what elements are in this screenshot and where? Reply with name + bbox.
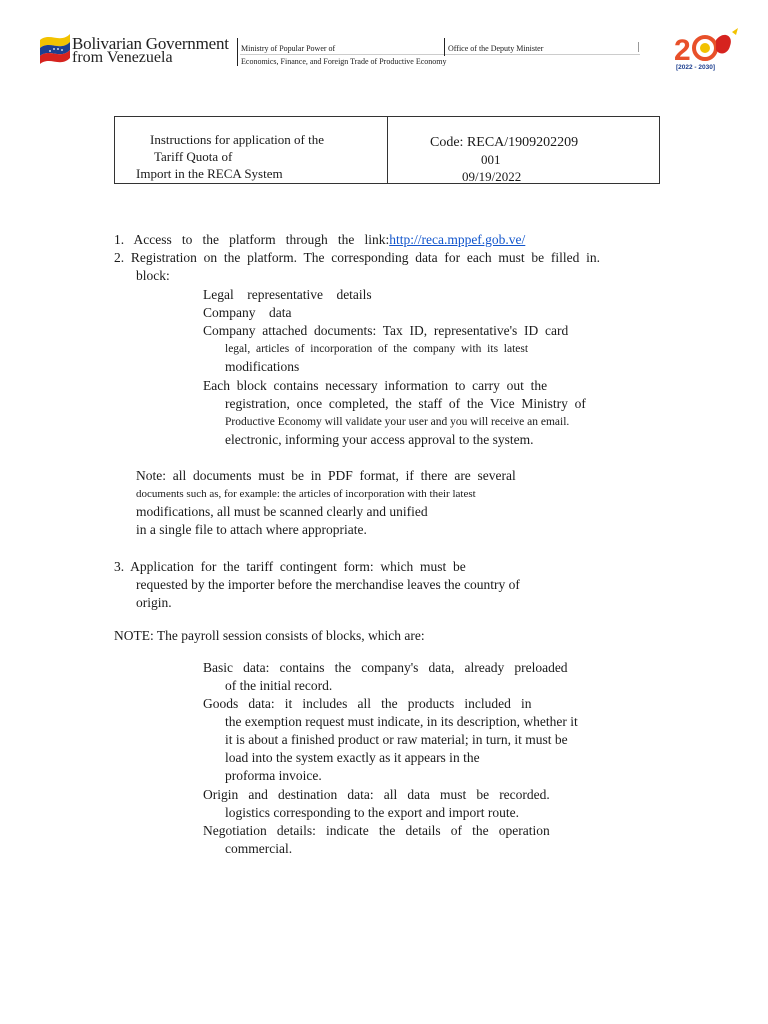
step-3-line-1: 3. Application for the tariff contingent form: which must be <box>114 559 466 574</box>
origin-data-line-1: Origin and destination data: all data must be recorded. <box>203 787 550 802</box>
document-number: 001 <box>481 152 501 167</box>
ministry-line-1: Ministry of Popular Power of <box>241 44 336 53</box>
instructions-title-2: Tariff Quota of <box>154 149 233 164</box>
step-1 <box>114 231 525 249</box>
block-documents-line-1: Company attached documents: Tax ID, representative's ID card <box>203 323 569 338</box>
negotiation-line-1: Negotiation details: indicate the details of the operation <box>203 823 550 838</box>
gov-subtitle: from Venezuela <box>72 49 173 66</box>
reca-platform-link[interactable]: http://reca.mppef.gob.ve/ <box>389 232 526 247</box>
instructions-title-1: Instructions for application of the <box>150 132 325 147</box>
anniversary-logo-icon <box>672 26 744 72</box>
goods-data-line-5: proforma invoice. <box>225 768 322 783</box>
step-3-line-2: requested by the importer before the merchandise leaves the country of <box>136 577 520 592</box>
negotiation-line-2: commercial. <box>225 841 293 856</box>
venezuela-flag-icon <box>38 26 72 66</box>
block-info-line-2: registration, once completed, the staff of the Vice Ministry of <box>225 396 586 411</box>
step-2-line-2: block: <box>136 268 170 283</box>
note-line-3: modifications, all must be scanned clearly and unified <box>136 504 428 519</box>
block-info-line-4: electronic, informing your access approval to the system. <box>225 432 534 447</box>
block-info-line-3: Productive Economy will validate your user and you will receive an email. <box>225 416 570 428</box>
goods-data-line-1: Goods data: it includes all the products included in <box>203 696 532 711</box>
note-line-4: in a single file to attach where appropriate. <box>136 522 367 537</box>
document-info-divider <box>387 116 388 184</box>
block-company-data: Company data <box>203 305 292 320</box>
step-3-line-3: origin. <box>136 595 172 610</box>
goods-data-line-2: the exemption request must indicate, in its description, whether it <box>225 714 578 729</box>
note-line-1: Note: all documents must be in PDF format, if there are several <box>136 468 516 483</box>
document-date: 09/19/2022 <box>462 169 522 184</box>
block-legal-representative: Legal representative details <box>203 287 372 302</box>
origin-data-line-2: logistics corresponding to the export and import route. <box>225 805 519 820</box>
gov-title: Bolivarian Government <box>72 34 229 53</box>
step-2-line-1: 2. Registration on the platform. The corresponding data for each must be filled in. <box>114 250 601 265</box>
block-info-line-1: Each block contains necessary information to carry out the <box>203 378 548 393</box>
header-divider-3 <box>638 42 639 52</box>
step-1-text: 1. Access to the platform through the link: <box>114 232 390 247</box>
svg-text:2: 2 <box>674 34 691 67</box>
basic-data-line-2: of the initial record. <box>225 678 333 693</box>
goods-data-line-4: load into the system exactly as it appears in the <box>225 750 480 765</box>
instructions-title-3: Import in the RECA System <box>136 166 283 181</box>
deputy-office: Office of the Deputy Minister <box>448 44 544 53</box>
header-divider-2 <box>444 38 445 56</box>
goods-data-line-3: it is about a finished product or raw material; in turn, it must be <box>225 732 568 747</box>
basic-data-line-1: Basic data: contains the company's data, already preloaded <box>203 660 568 675</box>
document-code: Code: RECA/1909202209 <box>430 135 579 150</box>
note-payroll: NOTE: The payroll session consists of blocks, which are: <box>114 628 425 643</box>
header-divider <box>237 38 238 66</box>
ministry-line-2: Economics, Finance, and Foreign Trade of Productive Economy <box>241 57 447 66</box>
block-documents-line-2: legal, articles of incorporation of the company with its latest <box>225 343 529 355</box>
anniversary-years: [2022 - 2030] <box>676 64 716 71</box>
note-line-2: documents such as, for example: the articles of incorporation with their latest <box>136 488 476 500</box>
block-documents-line-3: modifications <box>225 359 300 374</box>
header-rule <box>240 54 640 55</box>
